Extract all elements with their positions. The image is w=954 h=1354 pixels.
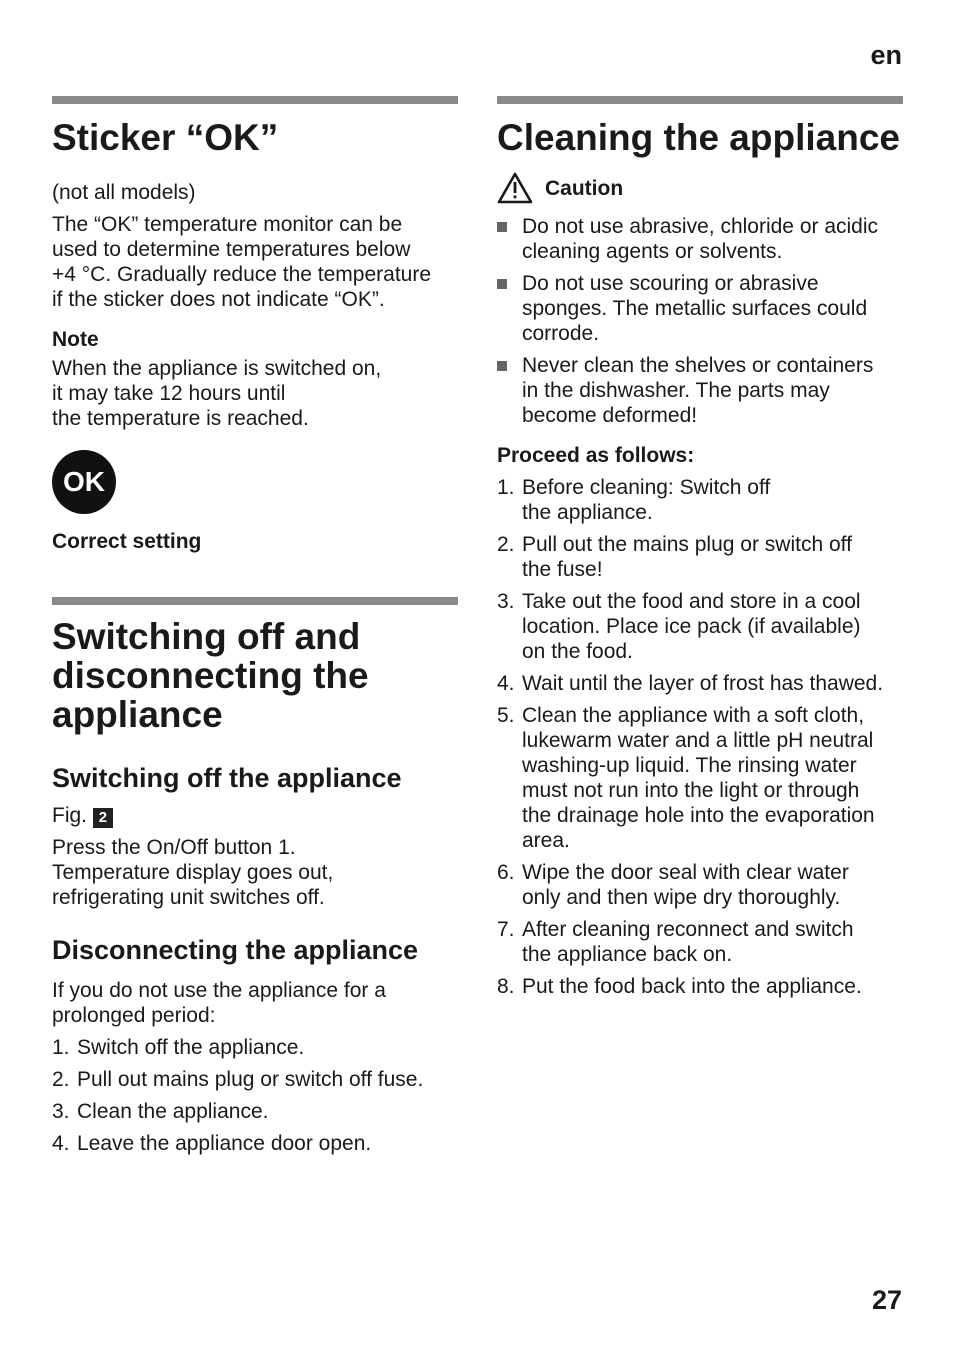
ok-badge-text: OK bbox=[63, 466, 105, 497]
list-item bbox=[52, 1067, 458, 1092]
text-line: Clean the appliance with a soft cloth, bbox=[522, 704, 865, 727]
text-line: in the dishwasher. The parts may bbox=[522, 379, 830, 402]
cleaning-title: Cleaning the appliance bbox=[497, 117, 900, 158]
text-line: Pull out the mains plug or switch off bbox=[522, 533, 852, 556]
step-number: 3. bbox=[497, 590, 515, 613]
step-number: 2. bbox=[52, 1068, 70, 1091]
list-item bbox=[52, 1035, 458, 1060]
text-line: used to determine temperatures below bbox=[52, 238, 411, 261]
text-line: The “OK” temperature monitor can be bbox=[52, 213, 403, 236]
square-bullet-icon bbox=[497, 279, 507, 289]
list-item bbox=[497, 917, 903, 967]
section-rule bbox=[52, 597, 458, 605]
correct-setting-caption: Correct setting bbox=[52, 530, 202, 553]
text-line: lukewarm water and a little pH neutral bbox=[522, 729, 874, 752]
step-text: Switch off the appliance. bbox=[77, 1036, 305, 1059]
text-line: Temperature display goes out, bbox=[52, 861, 334, 884]
text-line: the appliance. bbox=[522, 501, 653, 524]
text-line: washing-up liquid. The rinsing water bbox=[522, 754, 857, 777]
list-item bbox=[497, 353, 903, 428]
language-code: en bbox=[870, 40, 902, 70]
text-line: the drainage hole into the evaporation bbox=[522, 804, 875, 827]
text-line: Never clean the shelves or containers bbox=[522, 354, 874, 377]
fig-label: Fig. bbox=[52, 804, 88, 827]
list-item bbox=[497, 671, 903, 696]
text-line: Put the food back into the appliance. bbox=[522, 975, 862, 998]
step-number: 7. bbox=[497, 918, 515, 941]
disconnecting-intro bbox=[52, 978, 458, 1028]
text-line: must not run into the light or through bbox=[522, 779, 860, 802]
step-number: 1. bbox=[497, 476, 515, 499]
text-line: prolonged period: bbox=[52, 1004, 216, 1027]
list-item bbox=[497, 214, 903, 264]
step-number: 8. bbox=[497, 975, 515, 998]
step-text: Pull out mains plug or switch off fuse. bbox=[77, 1068, 424, 1091]
step-number: 4. bbox=[497, 672, 515, 695]
text-line: refrigerating unit switches off. bbox=[52, 886, 325, 909]
step-number: 5. bbox=[497, 704, 515, 727]
note-label: Note bbox=[52, 328, 99, 351]
text-line: Take out the food and store in a cool bbox=[522, 590, 861, 613]
text-line: After cleaning reconnect and switch bbox=[522, 918, 854, 941]
switching-off-heading: Switching off the appliance bbox=[52, 763, 402, 793]
step-text: Clean the appliance. bbox=[77, 1100, 269, 1123]
text-line: it may take 12 hours until bbox=[52, 382, 286, 405]
text-line: Wipe the door seal with clear water bbox=[522, 861, 849, 884]
proceed-label: Proceed as follows: bbox=[497, 444, 695, 467]
disconnect-steps bbox=[52, 1035, 458, 1156]
left-column bbox=[52, 96, 458, 1156]
list-item bbox=[497, 475, 903, 525]
text-line: Do not use abrasive, chloride or acidic bbox=[522, 215, 879, 238]
text-line: if the sticker does not indicate “OK”. bbox=[52, 288, 385, 311]
text-line: sponges. The metallic surfaces could bbox=[522, 297, 868, 320]
square-bullet-icon bbox=[497, 361, 507, 371]
square-bullet-icon bbox=[497, 222, 507, 232]
step-number: 2. bbox=[497, 533, 515, 556]
list-item bbox=[497, 532, 903, 582]
sticker-title: Sticker “OK” bbox=[52, 117, 279, 158]
figure-reference bbox=[52, 803, 458, 828]
text-line: When the appliance is switched on, bbox=[52, 357, 382, 380]
note-body bbox=[52, 356, 458, 431]
text-line: the fuse! bbox=[522, 558, 603, 581]
title-line: Switching off and bbox=[52, 616, 361, 657]
text-line: the temperature is reached. bbox=[52, 407, 309, 430]
cleaning-steps bbox=[497, 475, 903, 999]
text-line: If you do not use the appliance for a bbox=[52, 979, 386, 1002]
disconnecting-heading: Disconnecting the appliance bbox=[52, 935, 419, 965]
caution-heading bbox=[497, 172, 903, 204]
list-item bbox=[497, 860, 903, 910]
step-number: 3. bbox=[52, 1100, 70, 1123]
page-number: 27 bbox=[871, 1285, 902, 1315]
section-rule bbox=[52, 96, 458, 104]
text-line: on the food. bbox=[522, 640, 633, 663]
caution-label: Caution bbox=[545, 176, 624, 200]
models-note: (not all models) bbox=[52, 181, 196, 204]
title-line: disconnecting the bbox=[52, 655, 369, 696]
figure-number-icon: 2 bbox=[93, 808, 113, 828]
text-line: Before cleaning: Switch off bbox=[522, 476, 771, 499]
switching-title bbox=[52, 617, 458, 734]
caution-list bbox=[497, 214, 903, 428]
text-line: corrode. bbox=[522, 322, 600, 345]
warning-triangle-icon bbox=[497, 172, 533, 204]
text-line: Do not use scouring or abrasive bbox=[522, 272, 819, 295]
list-item bbox=[52, 1099, 458, 1124]
text-line: Wait until the layer of frost has thawed. bbox=[522, 672, 884, 695]
section-rule bbox=[497, 96, 903, 104]
list-item bbox=[497, 703, 903, 853]
list-item bbox=[52, 1131, 458, 1156]
list-item bbox=[497, 974, 903, 999]
list-item bbox=[497, 589, 903, 664]
list-item bbox=[497, 271, 903, 346]
step-text: Leave the appliance door open. bbox=[77, 1132, 372, 1155]
ok-sticker-icon bbox=[52, 450, 116, 514]
text-line: Press the On/Off button 1. bbox=[52, 836, 296, 859]
step-number: 1. bbox=[52, 1036, 70, 1059]
step-number: 6. bbox=[497, 861, 515, 884]
text-line: location. Place ice pack (if available) bbox=[522, 615, 861, 638]
text-line: +4 °C. Gradually reduce the temperature bbox=[52, 263, 432, 286]
text-line: become deformed! bbox=[522, 404, 698, 427]
text-line: the appliance back on. bbox=[522, 943, 733, 966]
switching-off-body bbox=[52, 835, 458, 910]
text-line: cleaning agents or solvents. bbox=[522, 240, 783, 263]
right-column bbox=[497, 96, 903, 999]
text-line: only and then wipe dry thoroughly. bbox=[522, 886, 841, 909]
text-line: area. bbox=[522, 829, 570, 852]
step-number: 4. bbox=[52, 1132, 70, 1155]
title-line: appliance bbox=[52, 694, 223, 735]
sticker-body bbox=[52, 212, 458, 312]
